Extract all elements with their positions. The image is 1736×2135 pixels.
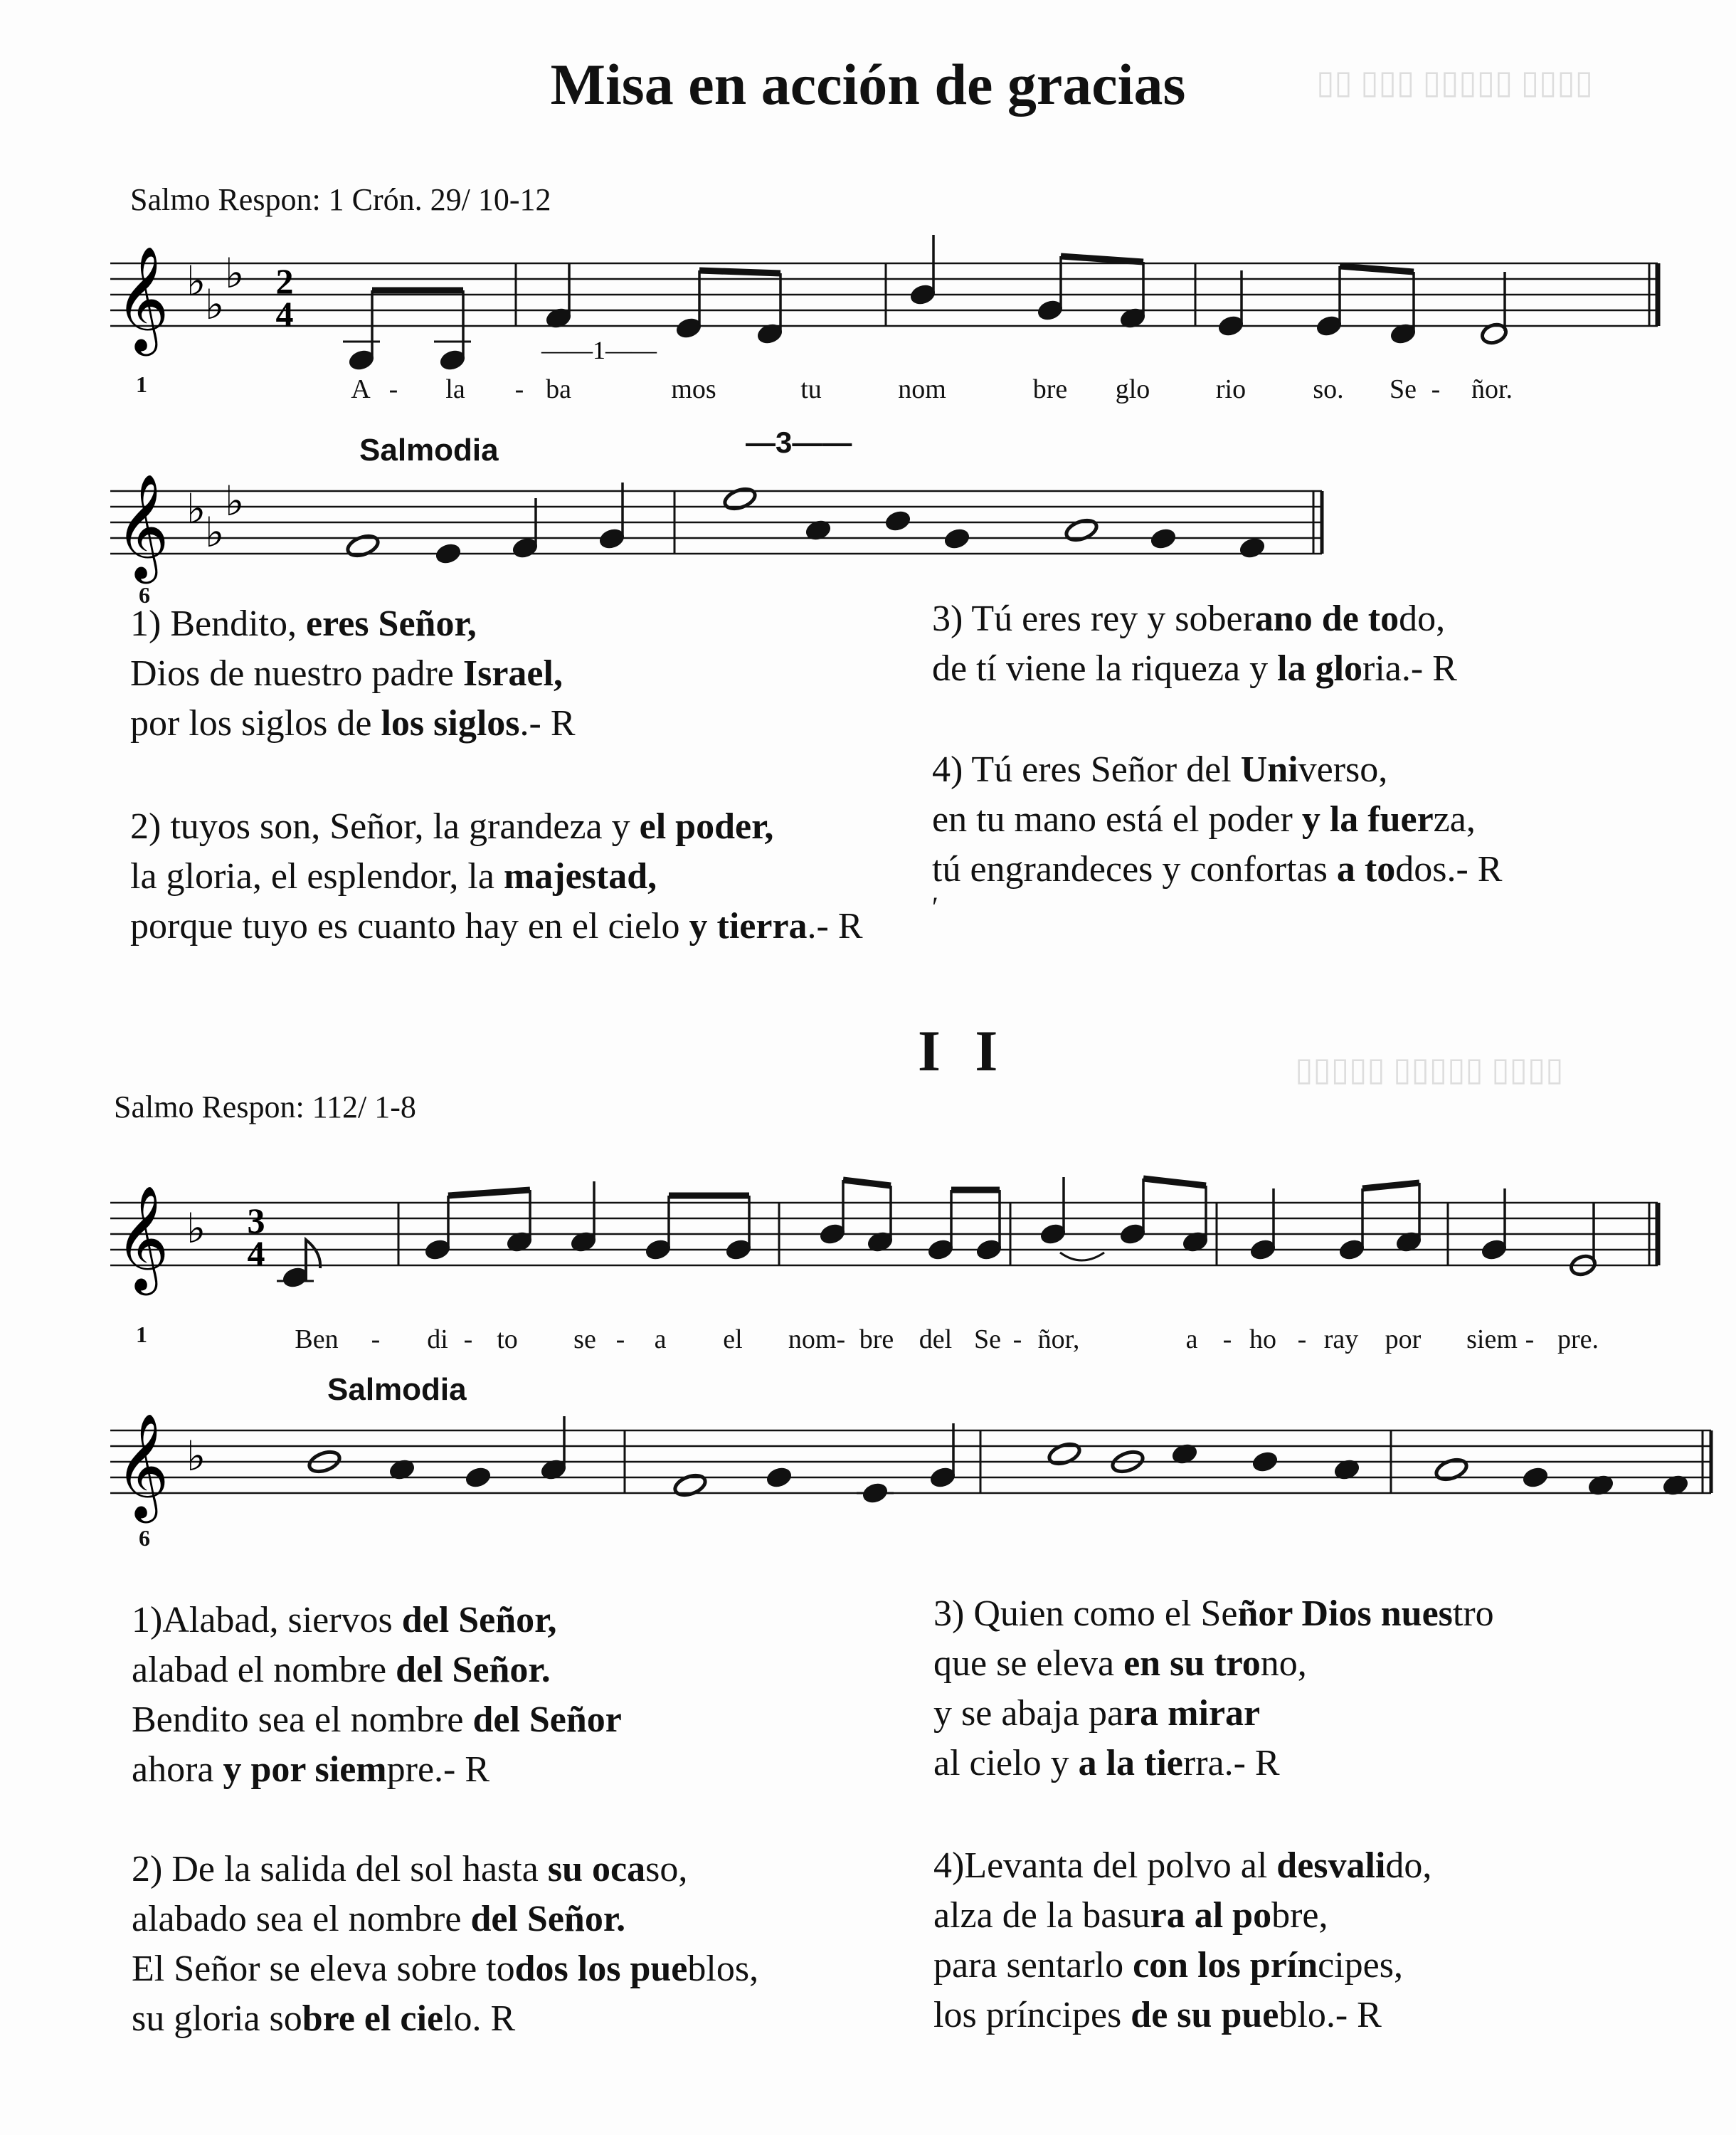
lyric-syllable: Se bbox=[974, 1324, 1001, 1354]
verse-line: ahora y por siempre.- R bbox=[132, 1749, 490, 1790]
verse-line: los príncipes de su pueblo.- R bbox=[933, 1995, 1382, 2035]
lyric-syllable: nom- bbox=[788, 1324, 846, 1354]
whole-note bbox=[672, 1472, 708, 1499]
bar-number: 6 bbox=[139, 582, 150, 608]
bar-number: 1 bbox=[136, 1322, 147, 1347]
key-flat-icon: ♭ bbox=[186, 257, 206, 305]
lyric-syllable: glo bbox=[1115, 374, 1150, 404]
quarter-note bbox=[884, 509, 912, 533]
verse-line: tú engrandeces y confortas a todos.- R bbox=[932, 849, 1503, 890]
verse-1 bbox=[130, 599, 576, 749]
bleed-through-text: ▯▯▯▯ ▯▯▯▯▯ ▯▯▯▯▯ bbox=[1295, 1051, 1564, 1087]
lyric-syllable: pre. bbox=[1557, 1324, 1599, 1354]
response-staff-2 bbox=[0, 1167, 1736, 1338]
lyric-syllable: ho bbox=[1249, 1324, 1276, 1354]
page-title: Misa en acción de gracias bbox=[550, 52, 1186, 117]
verse-line: 1) Bendito, eres Señor, bbox=[130, 603, 477, 644]
verse-line: alabado sea el nombre del Señor. bbox=[132, 1899, 626, 1939]
lyric-syllable: ray bbox=[1323, 1324, 1359, 1354]
verse-line: para sentarlo con los príncipes, bbox=[933, 1945, 1403, 1986]
quarter-note bbox=[464, 1465, 492, 1490]
time-signature: 3 bbox=[247, 1201, 265, 1240]
lyric-syllable: A bbox=[351, 374, 371, 404]
lyric-syllable: bre bbox=[859, 1324, 894, 1354]
psalmody-label-1: Salmodia bbox=[359, 433, 499, 468]
lyric-syllable: se bbox=[573, 1324, 596, 1354]
lyric-syllable: to bbox=[497, 1324, 518, 1354]
verse-line: de tí viene la riqueza y la gloria.- R bbox=[932, 648, 1457, 689]
lyric-syllable: - bbox=[615, 1324, 625, 1354]
psalmody-label-2: Salmodia bbox=[327, 1372, 467, 1407]
quarter-note bbox=[943, 527, 971, 551]
beam bbox=[1143, 1179, 1206, 1186]
measure-rest-mark: ——1—— bbox=[541, 336, 657, 364]
beam bbox=[1340, 266, 1414, 272]
verse-line: 4)Levanta del polvo al desvalido, bbox=[933, 1845, 1432, 1886]
verse-2 bbox=[130, 802, 863, 951]
quarter-note bbox=[434, 542, 462, 566]
treble-clef-icon: 𝄞 bbox=[115, 473, 169, 579]
bleed-through-text: ▯▯▯▯ ▯▯▯▯▯ ▯▯▯ ▯▯ bbox=[1316, 64, 1593, 100]
whole-note bbox=[1064, 517, 1099, 544]
lyric-syllable: nom bbox=[898, 374, 946, 404]
treble-clef-icon: 𝄞 bbox=[115, 246, 169, 352]
lyric-syllable: - bbox=[1431, 374, 1441, 404]
quarter-note bbox=[1238, 536, 1266, 560]
verse-line: Dios de nuestro padre Israel, bbox=[130, 653, 563, 694]
response-notes-1 bbox=[343, 235, 1508, 372]
key-flat-icon: ♭ bbox=[205, 280, 225, 329]
verse-line: 1)Alabad, siervos del Señor, bbox=[132, 1600, 557, 1640]
response-staff-1 bbox=[0, 228, 1736, 399]
verse-line: 3) Tú eres rey y soberano de todo, bbox=[932, 599, 1446, 639]
psalm-reference-2: Salmo Respon: 112/ 1-8 bbox=[114, 1090, 416, 1124]
verse-line: 2) De la salida del sol hasta su ocaso, bbox=[132, 1849, 688, 1889]
eighth-flag bbox=[306, 1240, 320, 1281]
verse-line: y se abaja para mirar bbox=[933, 1693, 1261, 1734]
verse-line: 2) tuyos son, Señor, la grandeza y el poder, bbox=[130, 806, 774, 847]
time-signature: 4 bbox=[247, 1233, 265, 1273]
verse-line: alza de la basura al pobre, bbox=[933, 1895, 1328, 1936]
treble-clef-icon: 𝄞 bbox=[115, 1413, 169, 1519]
stray-mark: ′ bbox=[932, 891, 938, 923]
verse-4 bbox=[932, 745, 1502, 895]
whole-note bbox=[1047, 1440, 1082, 1467]
lyric-syllable: so. bbox=[1313, 374, 1344, 404]
quarter-note bbox=[1251, 1450, 1279, 1474]
verse-3 bbox=[932, 594, 1457, 694]
psalmody-staff-2 bbox=[0, 1409, 1736, 1551]
beam bbox=[843, 1180, 891, 1186]
verse-line: su gloria sobre el cielo. R bbox=[132, 1998, 516, 2039]
beam bbox=[1362, 1183, 1419, 1188]
lyric-syllable: - bbox=[371, 1324, 381, 1354]
lyric-syllable: bre bbox=[1032, 374, 1068, 404]
quarter-note bbox=[1149, 527, 1177, 551]
verse-4 bbox=[933, 1841, 1431, 2040]
bar-number: 1 bbox=[136, 371, 147, 397]
key-flat-icon: ♭ bbox=[225, 249, 245, 297]
quarter-note bbox=[765, 1465, 793, 1490]
lyric-syllable: - bbox=[463, 1324, 473, 1354]
lyric-syllable: - bbox=[514, 374, 524, 404]
lyric-syllable: tu bbox=[800, 374, 822, 404]
lyric-syllable: Ben bbox=[295, 1324, 339, 1354]
key-flat-icon: ♭ bbox=[205, 508, 225, 557]
lyric-syllable: siem bbox=[1466, 1324, 1518, 1354]
lyric-syllable: ñor. bbox=[1471, 374, 1513, 404]
lyric-syllable: - bbox=[1525, 1324, 1535, 1354]
time-signature: 4 bbox=[275, 294, 294, 334]
lyric-syllable: - bbox=[1222, 1324, 1232, 1354]
staff-lines bbox=[110, 263, 1658, 326]
key-flat-icon: ♭ bbox=[186, 485, 206, 533]
beam bbox=[1061, 256, 1143, 262]
lyric-syllable: - bbox=[1297, 1324, 1307, 1354]
beam bbox=[699, 270, 780, 273]
verse-line: Bendito sea el nombre del Señor bbox=[132, 1699, 622, 1740]
verse-line: 4) Tú eres Señor del Universo, bbox=[932, 749, 1388, 790]
lyric-syllable: di bbox=[427, 1324, 448, 1354]
verse-2 bbox=[132, 1845, 758, 2044]
quarter-note bbox=[861, 1481, 889, 1505]
lyric-syllable: Se bbox=[1390, 374, 1417, 404]
bar-number: 6 bbox=[139, 1525, 150, 1551]
key-flat-icon: ♭ bbox=[186, 1432, 206, 1480]
whole-note bbox=[1434, 1456, 1469, 1483]
triplet-marking: —3—— bbox=[746, 426, 852, 459]
verse-line: en tu mano está el poder y la fuerza, bbox=[932, 799, 1476, 840]
verse-line: la gloria, el esplendor, la majestad, bbox=[130, 856, 657, 897]
lyric-syllable: rio bbox=[1215, 374, 1247, 404]
verse-line: El Señor se eleva sobre todos los pueblos, bbox=[132, 1949, 759, 1989]
lyric-syllable: a bbox=[654, 1324, 667, 1354]
key-flat-icon: ♭ bbox=[225, 477, 245, 525]
verse-line: por los siglos de los siglos.- R bbox=[130, 703, 576, 744]
key-flat-icon: ♭ bbox=[186, 1204, 206, 1253]
lyric-syllable: ñor, bbox=[1037, 1324, 1080, 1354]
lyric-syllable: por bbox=[1385, 1324, 1422, 1354]
lyric-syllable: - bbox=[388, 374, 398, 404]
whole-note bbox=[722, 485, 758, 512]
whole-note bbox=[345, 532, 381, 559]
part-numeral: I I bbox=[918, 1018, 1008, 1083]
lyric-syllable: mos bbox=[671, 374, 716, 404]
verse-line: 3) Quien como el Señor Dios nuestro bbox=[933, 1593, 1494, 1634]
psalm-reference-1: Salmo Respon: 1 Crón. 29/ 10-12 bbox=[130, 182, 551, 217]
lyric-syllable: el bbox=[723, 1324, 743, 1354]
verse-line: porque tuyo es cuanto hay en el cielo y tierra.- R bbox=[130, 906, 863, 947]
verse-3 bbox=[933, 1589, 1494, 1788]
verse-line: alabad el nombre del Señor. bbox=[132, 1650, 551, 1690]
beam bbox=[448, 1190, 530, 1196]
tie-mark bbox=[1060, 1253, 1104, 1260]
lyric-syllable: la bbox=[445, 374, 465, 404]
lyric-syllable: - bbox=[1012, 1324, 1022, 1354]
lyric-syllable: a bbox=[1185, 1324, 1198, 1354]
lyric-syllable: ba bbox=[546, 374, 571, 404]
lyric-syllable: del bbox=[919, 1324, 953, 1354]
time-signature: 2 bbox=[275, 261, 294, 301]
verse-1 bbox=[132, 1596, 622, 1795]
psalmody-staff-1 bbox=[0, 470, 1736, 612]
quarter-note bbox=[1521, 1465, 1550, 1490]
treble-clef-icon: 𝄞 bbox=[115, 1185, 169, 1291]
verse-line: al cielo y a la tierra.- R bbox=[933, 1743, 1280, 1783]
verse-line: que se eleva en su trono, bbox=[933, 1643, 1307, 1684]
